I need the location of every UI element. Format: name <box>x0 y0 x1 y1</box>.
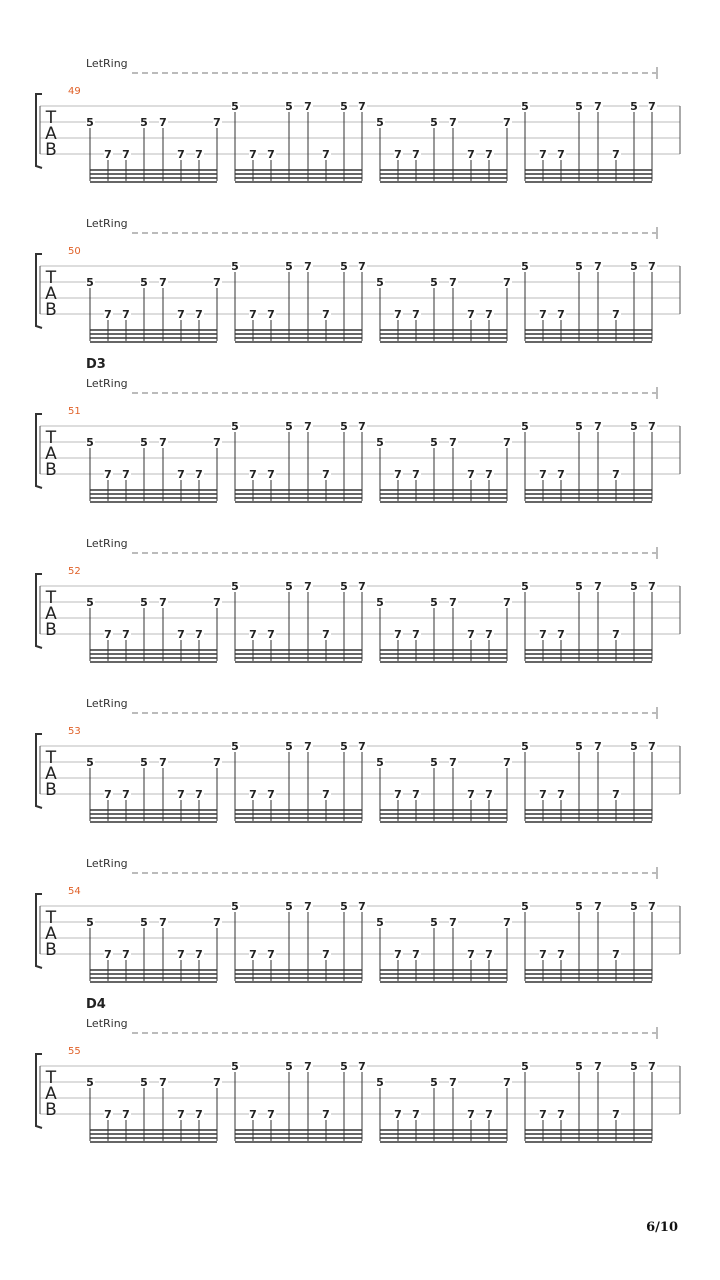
fret-number: 7 <box>104 148 112 161</box>
fret-number: 5 <box>376 916 384 929</box>
tab-clef-letter: B <box>45 620 57 640</box>
fret-number: 7 <box>122 1108 130 1121</box>
fret-number: 7 <box>177 628 185 641</box>
fret-number: 5 <box>340 900 348 913</box>
fret-number: 7 <box>358 100 366 113</box>
tab-clef-letter: B <box>45 940 57 960</box>
fret-number: 7 <box>122 948 130 961</box>
fret-number: 7 <box>412 628 420 641</box>
fret-number: 7 <box>594 580 602 593</box>
fret-number: 7 <box>159 756 167 769</box>
fret-number: 7 <box>449 916 457 929</box>
fret-number: 5 <box>231 420 239 433</box>
fret-number: 7 <box>322 628 330 641</box>
fret-number: 7 <box>159 116 167 129</box>
fret-number: 5 <box>521 420 529 433</box>
fret-number: 7 <box>449 1076 457 1089</box>
fret-number: 7 <box>159 276 167 289</box>
fret-number: 7 <box>304 100 312 113</box>
fret-number: 7 <box>394 468 402 481</box>
fret-number: 7 <box>159 596 167 609</box>
fret-number: 7 <box>267 1108 275 1121</box>
fret-number: 7 <box>213 276 221 289</box>
fret-number: 7 <box>594 740 602 753</box>
fret-number: 7 <box>267 308 275 321</box>
fret-number: 5 <box>140 276 148 289</box>
fret-number: 7 <box>249 468 257 481</box>
fret-number: 7 <box>249 628 257 641</box>
fret-number: 7 <box>503 916 511 929</box>
fret-number: 7 <box>648 420 656 433</box>
fret-number: 5 <box>285 740 293 753</box>
fret-number: 7 <box>503 596 511 609</box>
tab-clef-letter: A <box>45 604 57 624</box>
fret-number: 5 <box>285 260 293 273</box>
system-bracket <box>36 1054 42 1128</box>
fret-number: 7 <box>304 900 312 913</box>
fret-number: 7 <box>304 580 312 593</box>
fret-number: 5 <box>376 1076 384 1089</box>
fret-number: 7 <box>485 628 493 641</box>
fret-number: 7 <box>412 308 420 321</box>
fret-number: 5 <box>86 596 94 609</box>
fret-number: 7 <box>249 148 257 161</box>
fret-number: 7 <box>358 1060 366 1073</box>
measure-number: 52 <box>68 566 81 577</box>
fret-number: 7 <box>485 308 493 321</box>
tab-clef-letter: B <box>45 460 57 480</box>
fret-number: 7 <box>213 436 221 449</box>
fret-number: 5 <box>430 116 438 129</box>
fret-number: 5 <box>285 900 293 913</box>
fret-number: 7 <box>195 628 203 641</box>
fret-number: 7 <box>104 308 112 321</box>
fret-number: 7 <box>539 468 547 481</box>
fret-number: 7 <box>594 420 602 433</box>
fret-number: 7 <box>612 628 620 641</box>
measure-number: 53 <box>68 726 81 737</box>
measure-number: 49 <box>68 86 81 97</box>
tab-clef-letter: T <box>45 748 57 768</box>
fret-number: 5 <box>86 916 94 929</box>
fret-number: 5 <box>231 900 239 913</box>
system-bracket <box>36 254 42 328</box>
fret-number: 7 <box>557 948 565 961</box>
fret-number: 7 <box>195 308 203 321</box>
fret-number: 7 <box>648 260 656 273</box>
fret-number: 7 <box>612 148 620 161</box>
fret-number: 5 <box>430 276 438 289</box>
fret-number: 7 <box>267 148 275 161</box>
fret-number: 7 <box>539 148 547 161</box>
fret-number: 7 <box>213 1076 221 1089</box>
fret-number: 7 <box>104 468 112 481</box>
fret-number: 7 <box>467 788 475 801</box>
fret-number: 5 <box>231 1060 239 1073</box>
tab-clef-letter: B <box>45 300 57 320</box>
fret-number: 7 <box>249 948 257 961</box>
fret-number: 5 <box>575 1060 583 1073</box>
fret-number: 7 <box>503 116 511 129</box>
let-ring-label: LetRing <box>86 697 128 710</box>
fret-number: 7 <box>394 788 402 801</box>
fret-number: 7 <box>539 948 547 961</box>
fret-number: 5 <box>575 260 583 273</box>
fret-number: 5 <box>430 916 438 929</box>
tab-clef-letter: T <box>45 268 57 288</box>
fret-number: 5 <box>140 756 148 769</box>
fret-number: 7 <box>412 948 420 961</box>
fret-number: 7 <box>159 916 167 929</box>
fret-number: 5 <box>86 116 94 129</box>
tab-clef-letter: A <box>45 1084 57 1104</box>
fret-number: 7 <box>612 788 620 801</box>
fret-number: 7 <box>612 468 620 481</box>
fret-number: 5 <box>521 580 529 593</box>
fret-number: 5 <box>140 116 148 129</box>
fret-number: 5 <box>86 436 94 449</box>
fret-number: 5 <box>575 740 583 753</box>
fret-number: 7 <box>467 948 475 961</box>
fret-number: 5 <box>630 260 638 273</box>
fret-number: 7 <box>648 900 656 913</box>
fret-number: 7 <box>412 468 420 481</box>
tab-clef-letter: A <box>45 764 57 784</box>
fret-number: 5 <box>285 1060 293 1073</box>
fret-number: 7 <box>213 756 221 769</box>
fret-number: 7 <box>177 788 185 801</box>
let-ring-label: LetRing <box>86 377 128 390</box>
tab-clef-letter: A <box>45 124 57 144</box>
tab-clef-letter: T <box>45 588 57 608</box>
fret-number: 7 <box>503 1076 511 1089</box>
fret-number: 7 <box>322 788 330 801</box>
fret-number: 7 <box>159 436 167 449</box>
fret-number: 7 <box>485 788 493 801</box>
fret-number: 5 <box>575 580 583 593</box>
fret-number: 5 <box>575 100 583 113</box>
fret-number: 5 <box>340 740 348 753</box>
fret-number: 5 <box>575 900 583 913</box>
fret-number: 7 <box>195 468 203 481</box>
fret-number: 7 <box>304 260 312 273</box>
fret-number: 5 <box>376 756 384 769</box>
fret-number: 5 <box>430 756 438 769</box>
fret-number: 7 <box>449 756 457 769</box>
fret-number: 7 <box>557 788 565 801</box>
fret-number: 7 <box>213 916 221 929</box>
fret-number: 7 <box>594 1060 602 1073</box>
tab-clef-letter: T <box>45 908 57 928</box>
let-ring-label: LetRing <box>86 537 128 550</box>
tab-clef-letter: B <box>45 780 57 800</box>
fret-number: 7 <box>648 100 656 113</box>
fret-number: 5 <box>376 596 384 609</box>
fret-number: 7 <box>122 148 130 161</box>
section-marker: D3 <box>86 357 106 372</box>
fret-number: 7 <box>267 788 275 801</box>
fret-number: 5 <box>630 580 638 593</box>
fret-number: 5 <box>231 740 239 753</box>
fret-number: 5 <box>521 260 529 273</box>
fret-number: 7 <box>467 628 475 641</box>
fret-number: 5 <box>140 596 148 609</box>
fret-number: 7 <box>177 308 185 321</box>
page-number: 6/10 <box>646 1220 678 1235</box>
fret-number: 5 <box>340 580 348 593</box>
tab-clef-letter: B <box>45 140 57 160</box>
tab-clef-letter: A <box>45 284 57 304</box>
fret-number: 5 <box>630 900 638 913</box>
fret-number: 7 <box>122 308 130 321</box>
fret-number: 7 <box>195 788 203 801</box>
tab-clef-letter: B <box>45 1100 57 1120</box>
let-ring-label: LetRing <box>86 857 128 870</box>
system-bracket <box>36 94 42 168</box>
fret-number: 7 <box>557 308 565 321</box>
tab-clef-letter: A <box>45 924 57 944</box>
fret-number: 7 <box>104 788 112 801</box>
fret-number: 5 <box>86 276 94 289</box>
fret-number: 7 <box>449 276 457 289</box>
fret-number: 5 <box>630 100 638 113</box>
fret-number: 7 <box>467 468 475 481</box>
fret-number: 5 <box>430 596 438 609</box>
fret-number: 5 <box>340 260 348 273</box>
fret-number: 7 <box>449 116 457 129</box>
fret-number: 7 <box>213 596 221 609</box>
fret-number: 7 <box>412 148 420 161</box>
fret-number: 5 <box>521 900 529 913</box>
fret-number: 7 <box>304 420 312 433</box>
fret-number: 7 <box>195 948 203 961</box>
fret-number: 5 <box>340 420 348 433</box>
fret-number: 5 <box>430 436 438 449</box>
fret-number: 7 <box>557 628 565 641</box>
fret-number: 7 <box>304 1060 312 1073</box>
fret-number: 7 <box>539 1108 547 1121</box>
fret-number: 7 <box>412 1108 420 1121</box>
let-ring-label: LetRing <box>86 217 128 230</box>
fret-number: 7 <box>195 148 203 161</box>
fret-number: 7 <box>594 260 602 273</box>
fret-number: 7 <box>177 948 185 961</box>
fret-number: 7 <box>539 628 547 641</box>
fret-number: 7 <box>612 308 620 321</box>
fret-number: 7 <box>539 788 547 801</box>
fret-number: 7 <box>322 468 330 481</box>
fret-number: 5 <box>340 100 348 113</box>
fret-number: 7 <box>104 1108 112 1121</box>
fret-number: 7 <box>358 420 366 433</box>
fret-number: 7 <box>304 740 312 753</box>
fret-number: 7 <box>467 308 475 321</box>
system-bracket <box>36 574 42 648</box>
fret-number: 7 <box>358 740 366 753</box>
fret-number: 7 <box>195 1108 203 1121</box>
section-marker: D4 <box>86 997 106 1012</box>
fret-number: 7 <box>249 1108 257 1121</box>
fret-number: 7 <box>249 308 257 321</box>
fret-number: 5 <box>340 1060 348 1073</box>
fret-number: 5 <box>140 436 148 449</box>
fret-number: 7 <box>485 468 493 481</box>
fret-number: 7 <box>122 468 130 481</box>
fret-number: 7 <box>322 948 330 961</box>
fret-number: 7 <box>557 148 565 161</box>
fret-number: 7 <box>594 100 602 113</box>
fret-number: 7 <box>648 740 656 753</box>
fret-number: 5 <box>231 580 239 593</box>
fret-number: 7 <box>449 596 457 609</box>
fret-number: 7 <box>594 900 602 913</box>
fret-number: 7 <box>358 260 366 273</box>
fret-number: 7 <box>449 436 457 449</box>
fret-number: 5 <box>376 276 384 289</box>
fret-number: 5 <box>521 740 529 753</box>
fret-number: 7 <box>122 628 130 641</box>
system-bracket <box>36 734 42 808</box>
fret-number: 7 <box>485 1108 493 1121</box>
fret-number: 7 <box>394 628 402 641</box>
fret-number: 7 <box>104 628 112 641</box>
fret-number: 7 <box>503 276 511 289</box>
fret-number: 7 <box>322 1108 330 1121</box>
fret-number: 7 <box>612 1108 620 1121</box>
fret-number: 5 <box>575 420 583 433</box>
fret-number: 5 <box>140 1076 148 1089</box>
fret-number: 5 <box>521 100 529 113</box>
fret-number: 7 <box>267 628 275 641</box>
fret-number: 7 <box>267 468 275 481</box>
fret-number: 7 <box>358 580 366 593</box>
fret-number: 7 <box>394 1108 402 1121</box>
fret-number: 7 <box>394 308 402 321</box>
fret-number: 7 <box>485 148 493 161</box>
fret-number: 5 <box>630 740 638 753</box>
tab-clef-letter: A <box>45 444 57 464</box>
let-ring-label: LetRing <box>86 57 128 70</box>
measure-number: 54 <box>68 886 81 897</box>
fret-number: 7 <box>122 788 130 801</box>
fret-number: 7 <box>503 756 511 769</box>
tab-clef-letter: T <box>45 1068 57 1088</box>
fret-number: 7 <box>648 1060 656 1073</box>
fret-number: 7 <box>177 148 185 161</box>
fret-number: 5 <box>430 1076 438 1089</box>
measure-number: 50 <box>68 246 81 257</box>
system-bracket <box>36 414 42 488</box>
fret-number: 7 <box>485 948 493 961</box>
fret-number: 7 <box>249 788 257 801</box>
fret-number: 7 <box>412 788 420 801</box>
fret-number: 5 <box>630 1060 638 1073</box>
fret-number: 7 <box>503 436 511 449</box>
fret-number: 5 <box>376 436 384 449</box>
fret-number: 7 <box>104 948 112 961</box>
let-ring-label: LetRing <box>86 1017 128 1030</box>
tab-clef-letter: T <box>45 108 57 128</box>
fret-number: 5 <box>630 420 638 433</box>
fret-number: 5 <box>521 1060 529 1073</box>
fret-number: 7 <box>467 148 475 161</box>
fret-number: 5 <box>231 260 239 273</box>
fret-number: 5 <box>285 100 293 113</box>
fret-number: 7 <box>394 948 402 961</box>
fret-number: 7 <box>358 900 366 913</box>
fret-number: 5 <box>231 100 239 113</box>
fret-number: 7 <box>177 1108 185 1121</box>
fret-number: 7 <box>394 148 402 161</box>
fret-number: 7 <box>539 308 547 321</box>
fret-number: 7 <box>213 116 221 129</box>
measure-number: 51 <box>68 406 81 417</box>
fret-number: 7 <box>322 308 330 321</box>
fret-number: 7 <box>177 468 185 481</box>
fret-number: 5 <box>285 420 293 433</box>
fret-number: 5 <box>86 756 94 769</box>
fret-number: 5 <box>285 580 293 593</box>
fret-number: 7 <box>159 1076 167 1089</box>
fret-number: 7 <box>557 1108 565 1121</box>
fret-number: 7 <box>648 580 656 593</box>
measure-number: 55 <box>68 1046 81 1057</box>
fret-number: 5 <box>376 116 384 129</box>
system-bracket <box>36 894 42 968</box>
fret-number: 7 <box>612 948 620 961</box>
fret-number: 7 <box>557 468 565 481</box>
fret-number: 5 <box>140 916 148 929</box>
fret-number: 7 <box>322 148 330 161</box>
fret-number: 7 <box>467 1108 475 1121</box>
fret-number: 7 <box>267 948 275 961</box>
tab-clef-letter: T <box>45 428 57 448</box>
fret-number: 5 <box>86 1076 94 1089</box>
